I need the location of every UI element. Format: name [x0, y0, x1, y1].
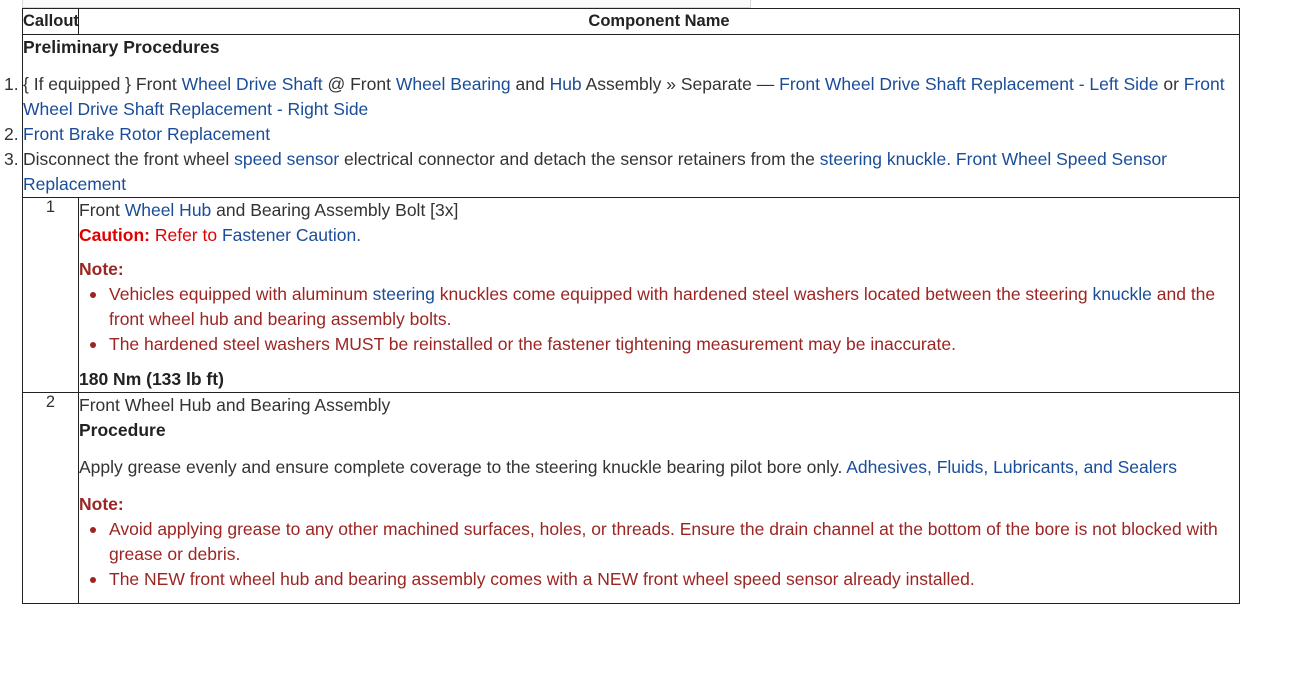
- prelim-step-3: [4, 147, 1239, 197]
- preliminary-steps-list: [4, 72, 1239, 197]
- title-text: and Bearing Assembly Bolt [3x]: [211, 200, 459, 220]
- preliminary-procedures-title: Preliminary Procedures: [23, 37, 220, 57]
- wheel-drive-shaft-link[interactable]: Wheel Drive Shaft: [181, 74, 323, 94]
- note-item: Avoid applying grease to any other machined surfaces, holes, or threads. Ensure the drain channel at the bottom of the bore is not blocked with grease or debris.: [109, 517, 1239, 567]
- step-text: @ Front: [322, 74, 396, 94]
- knuckle-link[interactable]: knuckle: [1092, 284, 1152, 304]
- step-text: and: [510, 74, 550, 94]
- component-title: Front Wheel Hub and Bearing Assembly: [79, 395, 391, 415]
- callout-number: 1: [23, 198, 79, 393]
- wheel-bearing-link[interactable]: Wheel Bearing: [395, 74, 511, 94]
- note-label: Note:: [79, 259, 124, 279]
- note-item: The NEW front wheel hub and bearing assembly comes with a NEW front wheel speed sensor already installed.: [109, 567, 1239, 592]
- component-title: [79, 198, 1239, 223]
- note-list: [79, 517, 1239, 592]
- prelim-step-1: [4, 72, 1239, 122]
- note-text: Vehicles equipped with aluminum: [109, 284, 373, 304]
- step-text: Disconnect the front wheel: [23, 149, 235, 169]
- procedure-text: [79, 455, 1239, 480]
- step-number: 3.: [4, 149, 19, 169]
- step-text: Assembly » Separate —: [581, 74, 780, 94]
- procedure-body: Apply grease evenly and ensure complete coverage to the steering knuckle bearing pilot bore only.: [79, 457, 847, 477]
- steering-knuckle-link[interactable]: steering knuckle: [819, 149, 947, 169]
- fastener-caution-link[interactable]: Fastener Caution: [221, 225, 357, 245]
- drive-shaft-left-link[interactable]: Front Wheel Drive Shaft Replacement - Left Side: [779, 74, 1159, 94]
- torque-spec: 180 Nm (133 lb ft): [79, 369, 224, 389]
- component-name-column-header: Component Name: [79, 9, 1240, 35]
- caution-text: Refer to: [149, 225, 222, 245]
- note-list: [79, 282, 1239, 357]
- table-row: [23, 393, 1240, 604]
- drive-shaft-right-link[interactable]: Front Wheel Drive Shaft Replacement - Right Side: [23, 74, 1225, 119]
- callout-number: 2: [23, 393, 79, 604]
- wheel-hub-link[interactable]: Wheel Hub: [124, 200, 212, 220]
- brake-rotor-replacement-link[interactable]: Front Brake Rotor Replacement: [23, 124, 271, 144]
- adhesives-fluids-link[interactable]: Adhesives, Fluids, Lubricants, and Sealers: [846, 457, 1177, 477]
- hub-link[interactable]: Hub: [549, 74, 582, 94]
- note-item: [109, 282, 1239, 332]
- step-text: { If equipped } Front: [23, 74, 182, 94]
- step-text: or: [1158, 74, 1184, 94]
- steering-link[interactable]: steering: [372, 284, 435, 304]
- caution-label: Caution:: [79, 225, 150, 245]
- top-bar-fragment: [22, 0, 751, 8]
- step-number: 1.: [4, 74, 19, 94]
- note-text: knuckles come equipped with hardened steel washers located between the steering: [434, 284, 1093, 304]
- note-item: The hardened steel washers MUST be reinstalled or the fastener tightening measurement may be inaccurate.: [109, 332, 1239, 357]
- note-label: Note:: [79, 494, 124, 514]
- step-text: .: [946, 149, 956, 169]
- procedure-table: [4, 8, 1240, 604]
- speed-sensor-link[interactable]: speed sensor: [234, 149, 340, 169]
- caution-line: [79, 223, 1239, 248]
- speed-sensor-replacement-link[interactable]: Front Wheel Speed Sensor Replacement: [23, 149, 1168, 194]
- procedure-label: Procedure: [79, 420, 166, 440]
- title-text: Front: [79, 200, 125, 220]
- component-cell: [79, 393, 1240, 604]
- note-text: and the front wheel hub and bearing assembly bolts.: [109, 284, 1216, 329]
- callout-column-header: Callout: [23, 9, 79, 35]
- prelim-step-2: [4, 122, 1239, 147]
- step-number: 2.: [4, 124, 19, 144]
- caution-text: .: [356, 225, 362, 245]
- preliminary-procedures-row: [23, 35, 1240, 198]
- step-text: electrical connector and detach the sensor retainers from the: [339, 149, 820, 169]
- preliminary-procedures-cell: [4, 35, 1240, 198]
- component-cell: [79, 198, 1240, 393]
- table-row: [23, 198, 1240, 393]
- table-header-row: [23, 9, 1240, 35]
